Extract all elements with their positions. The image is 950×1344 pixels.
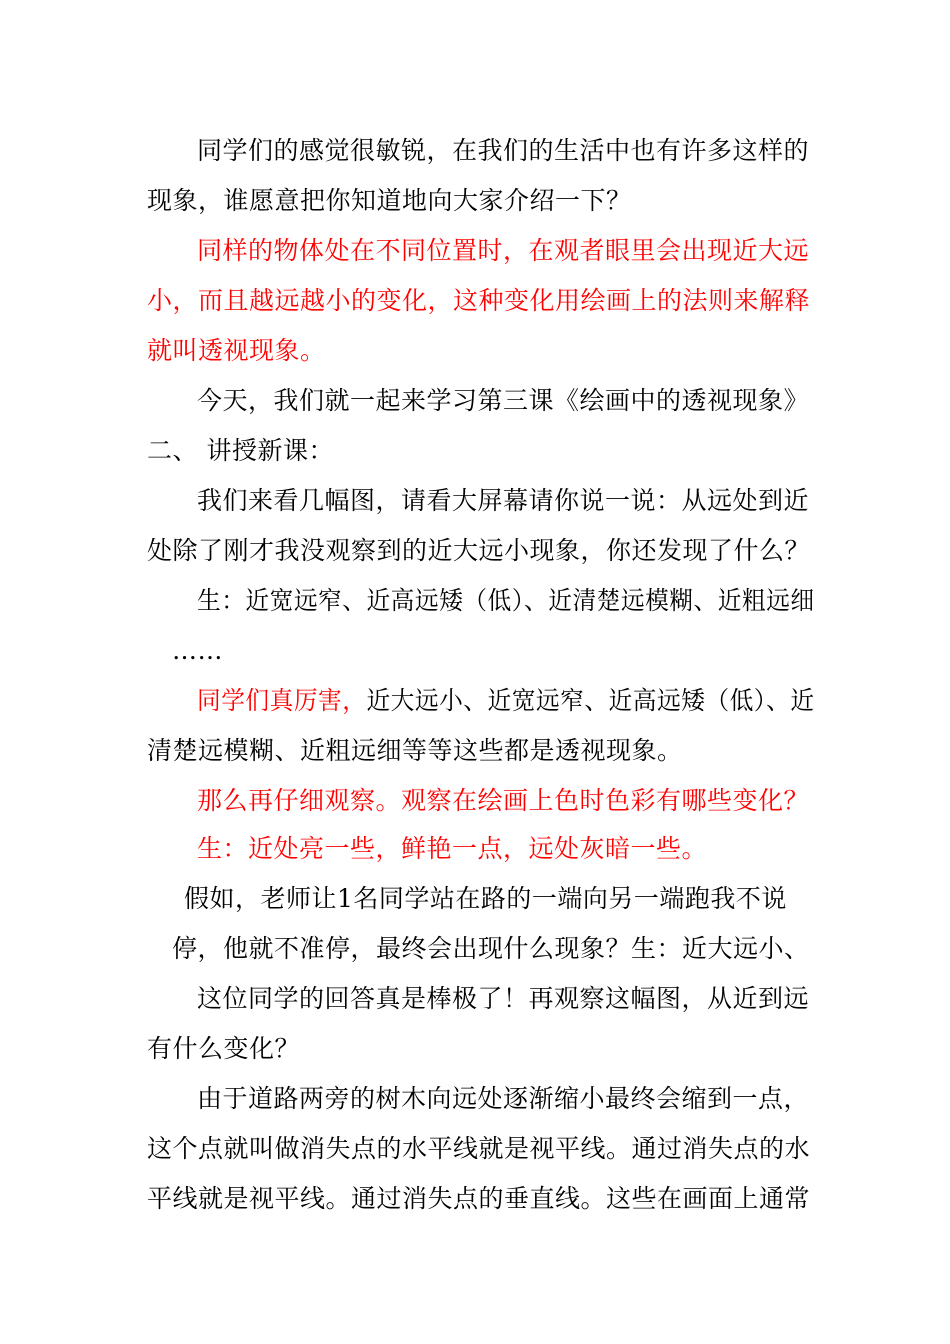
paragraph-line-5: 就叫透视现象。 — [147, 336, 326, 365]
paragraph-line-21: 这个点就叫做消失点的水平线就是视平线。通过消失点的水 — [147, 1134, 811, 1163]
paragraph-line-15: 生：近处亮一些，鲜艳一点，远处灰暗一些。 — [197, 834, 708, 863]
paragraph-line-6: 今天，我们就一起来学习第三课《绘画中的透视现象》 — [197, 386, 810, 415]
paragraph-line-10: 生：近宽远窄、近高远矮（低）、近清楚远模糊、近粗远细 — [197, 586, 815, 615]
paragraph-line-20: 由于道路两旁的树木向远处逐渐缩小最终会缩到一点， — [197, 1084, 810, 1113]
summary-text: 近大远小、近宽远窄、近高远矮（低）、近 — [366, 686, 815, 715]
paragraph-line-16: 假如，老师让1名同学站在路的一端向另一端跑我不说 — [184, 884, 787, 913]
paragraph-line-11: …… — [172, 636, 223, 665]
paragraph-line-8: 我们来看几幅图，请看大屏幕请你说一说：从远处到近 — [197, 486, 810, 515]
paragraph-line-1: 同学们的感觉很敏锐，在我们的生活中也有许多这样的 — [197, 136, 810, 165]
paragraph-line-13: 清楚远模糊、近粗远细等等这些都是透视现象。 — [147, 736, 683, 765]
paragraph-line-12 — [197, 686, 815, 716]
section-heading: 二、 讲授新课： — [147, 436, 334, 465]
paragraph-line-19: 有什么变化？ — [147, 1034, 301, 1063]
paragraph-line-3: 同样的物体处在不同位置时，在观者眼里会出现近大远 — [197, 236, 810, 265]
paragraph-line-9: 处除了刚才我没观察到的近大远小现象，你还发现了什么？ — [147, 536, 811, 565]
paragraph-line-2: 现象，谁愿意把你知道地向大家介绍一下？ — [147, 186, 632, 215]
paragraph-line-18: 这位同学的回答真是棒极了！再观察这幅图，从近到远 — [197, 984, 810, 1013]
paragraph-line-22: 平线就是视平线。通过消失点的垂直线。这些在画面上通常 — [147, 1184, 811, 1213]
praise-text: 同学们真厉害， — [197, 686, 367, 715]
paragraph-line-17: 停，他就不准停，最终会出现什么现象？生：近大远小、 — [172, 934, 810, 963]
paragraph-line-14: 那么再仔细观察。观察在绘画上色时色彩有哪些变化？ — [197, 786, 810, 815]
paragraph-line-4: 小，而且越远越小的变化，这种变化用绘画上的法则来解释 — [147, 286, 811, 315]
